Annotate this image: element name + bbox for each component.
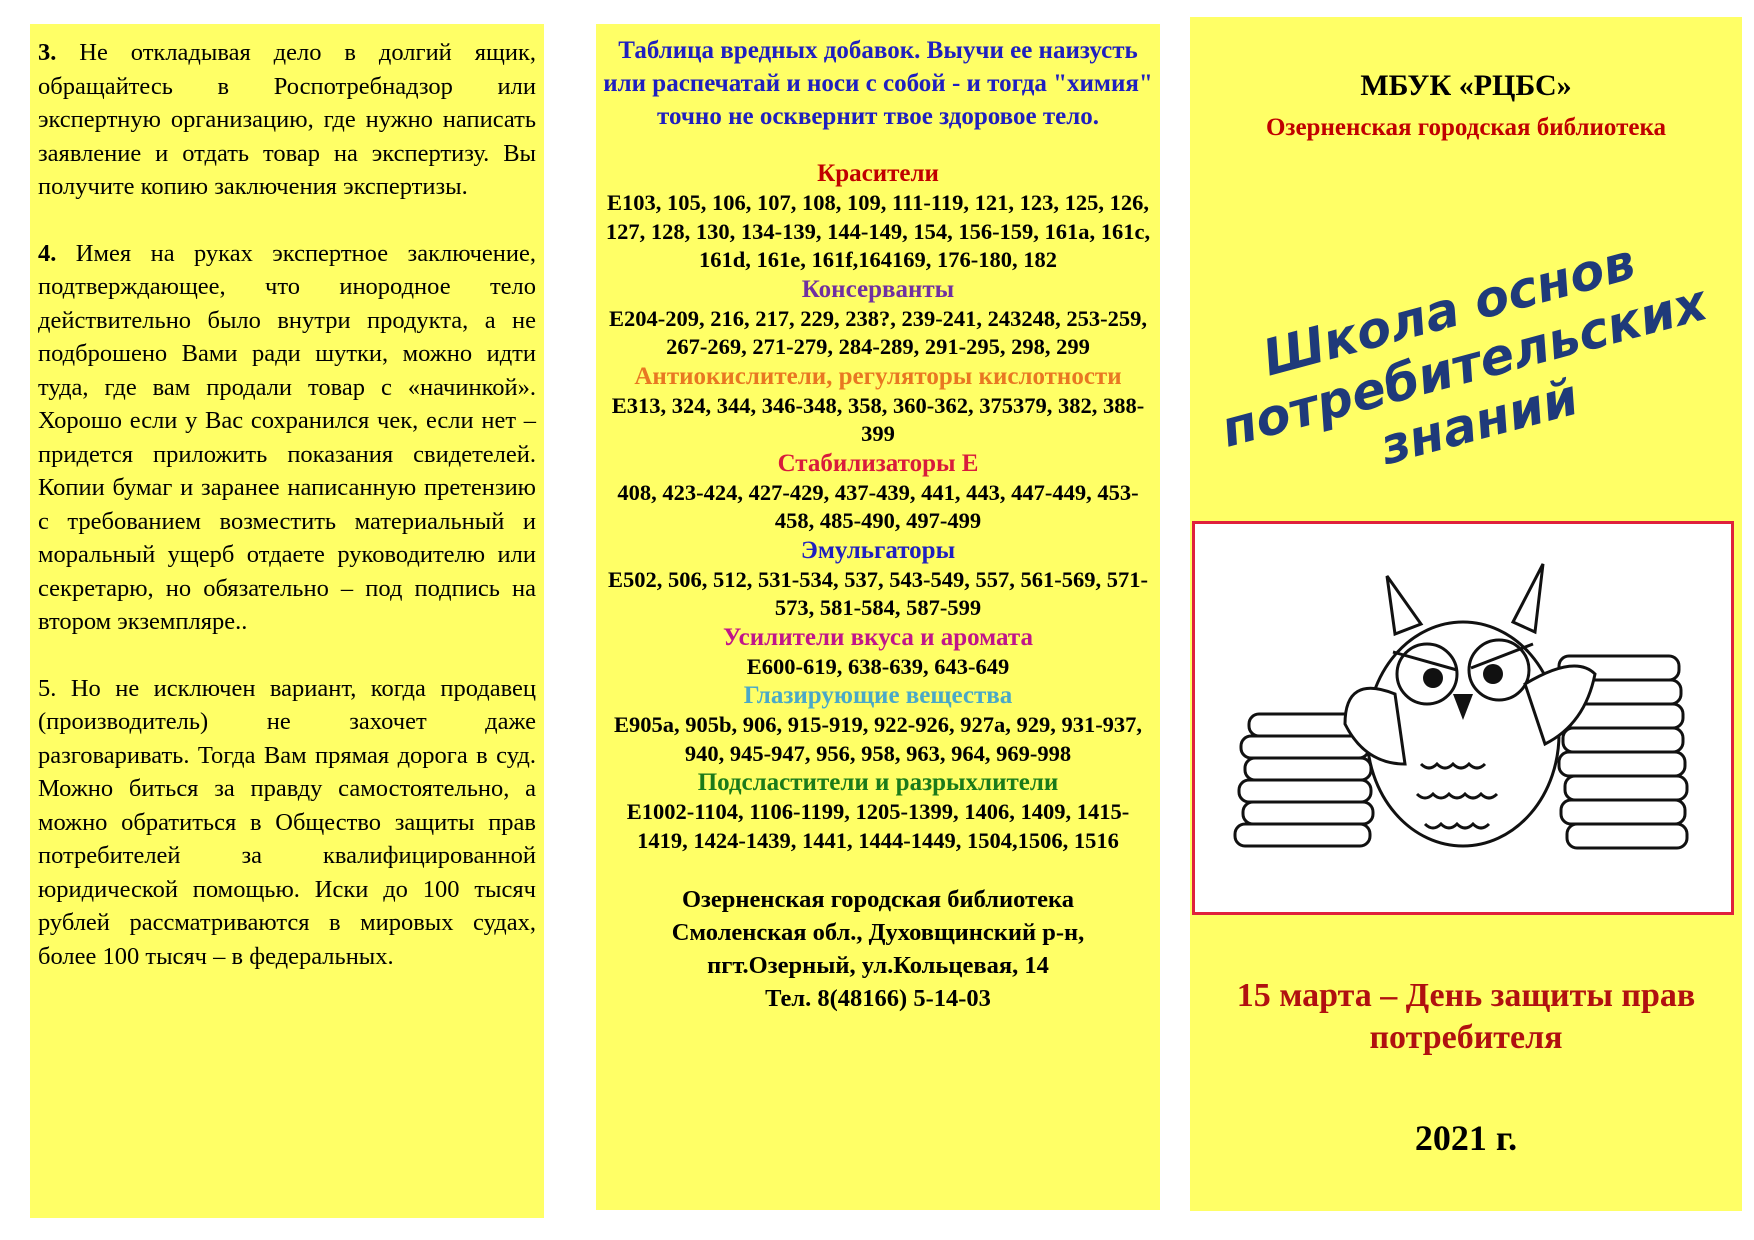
additive-category-title: Глазирующие вещества [743,682,1013,709]
additives-table [602,159,1154,855]
additive-category-title: Красители [817,160,939,187]
additive-codes: E905a, 905b, 906, 915-919, 922-926, 927a, 929, 931-937, 940, 945-947, 956, 958, 963, 964, 969-998 [613,712,1143,766]
right-panel [1190,17,1742,1211]
owl-illustration-frame [1192,521,1734,915]
paragraph-5-text: 5. Но не исключен вариант, когда продавец (производитель) не захочет даже разговаривать. Тогда Вам прямая дорога в суд. Можно биться за правду самостоятельно, а можно обратиться в Общество защиты прав потребителей за квалифицированной юридической помощью. Иски до 100 тысяч рублей рассматриваются в мировых судах, более 100 тысяч – в федеральных. [38,674,536,970]
library-address [602,883,1154,1015]
additive-codes: E1002-1104, 1106-1199, 1205-1399, 1406, 1409, 1415-1419, 1424-1439, 1441, 1444-1449, 1504,1506, 1516 [626,799,1130,853]
paragraph-3 [38,36,536,204]
paragraph-5 [38,672,536,974]
additive-codes: E313, 324, 344, 346-348, 358, 360-362, 375379, 382, 388-399 [611,392,1145,446]
additives-intro: Таблица вредных добавок. Выучи ее наизусть или распечатай и носи с собой - и тогда "химия" точно не осквернит твое здоровое тело. [603,37,1153,130]
additive-category-title: Антиокислители, регуляторы кислотности [634,362,1122,390]
additive-codes: E600-619, 638-639, 643-649 [746,653,1010,679]
left-panel [30,24,544,1218]
paragraph-4-number: 4. [38,239,57,267]
additive-category-title: Усилители вкуса и аромата [723,623,1033,651]
address-line: Смоленская обл., Духовщинский р-н, [671,919,1085,946]
paragraph-3-number: 3. [38,39,57,66]
address-line: пгт.Озерный, ул.Кольцевая, 14 [707,952,1049,979]
additive-category-title: Консерванты [801,275,955,303]
owl-with-books-illustration [1195,524,1731,912]
organization-name: МБУК «РЦБС» [1360,69,1572,102]
library-name: Озерненская городская библиотека [1265,114,1667,141]
additive-codes: E204-209, 216, 217, 229, 238?, 239-241, 243248, 253-259, 267-269, 271-279, 284-289, 291-295, 298, 299 [608,305,1148,359]
additive-category-title: Подсластители и разрыхлители [697,769,1059,796]
additive-codes: 408, 423-424, 427-429, 437-439, 441, 443, 447-449, 453-458, 485-490, 497-499 [617,479,1139,533]
paragraph-4-text: Имея на руках экспертное заключение, подтверждающее, что инородное тело действительно было внутри продукта, а не подброшено Вами ради шутки, можно идти туда, где вам продали товар с «начинкой». Хорошо если у Вас сохранился чек, если нет – придется приложить показания свидетелей. Копии бумаг и заранее написанную претензию с требованием возместить материальный и моральный ущерб отдаете руководителю или секретарю, но обязательно – под подпись на втором экземпляре.. [38,239,536,635]
event-title: 15 марта – День защиты прав потребителя [1236,977,1696,1056]
middle-panel [596,24,1160,1210]
address-line: Озерненская городская библиотека [681,886,1075,913]
additive-category-title: Стабилизаторы Е [777,449,979,477]
slogan-title: Школа основ потребительских знаний [1215,232,1713,477]
additive-codes: E502, 506, 512, 531-534, 537, 543-549, 557, 561-569, 571-573, 581-584, 587-599 [608,566,1148,620]
left-body-text [38,36,536,973]
address-phone: Тел. 8(48166) 5-14-03 [765,985,991,1012]
year-label: 2021 г. [1414,1118,1518,1158]
paragraph-4 [38,237,536,639]
additive-codes: E103, 105, 106, 107, 108, 109, 111-119, 121, 123, 125, 126, 127, 128, 130, 134-139, 144-149, 154, 156-159, 161a, 161c, 161d, 161e, 161f,164169, 176-180, 182 [605,190,1151,272]
additive-category-title: Эмульгаторы [800,536,956,564]
paragraph-3-text: Не откладывая дело в долгий ящик, обращайтесь в Роспотребнадзор или экспертную организацию, где нужно написать заявление и отдать товар на экспертизу. Вы получите копию заключения экспертизы. [38,39,536,200]
